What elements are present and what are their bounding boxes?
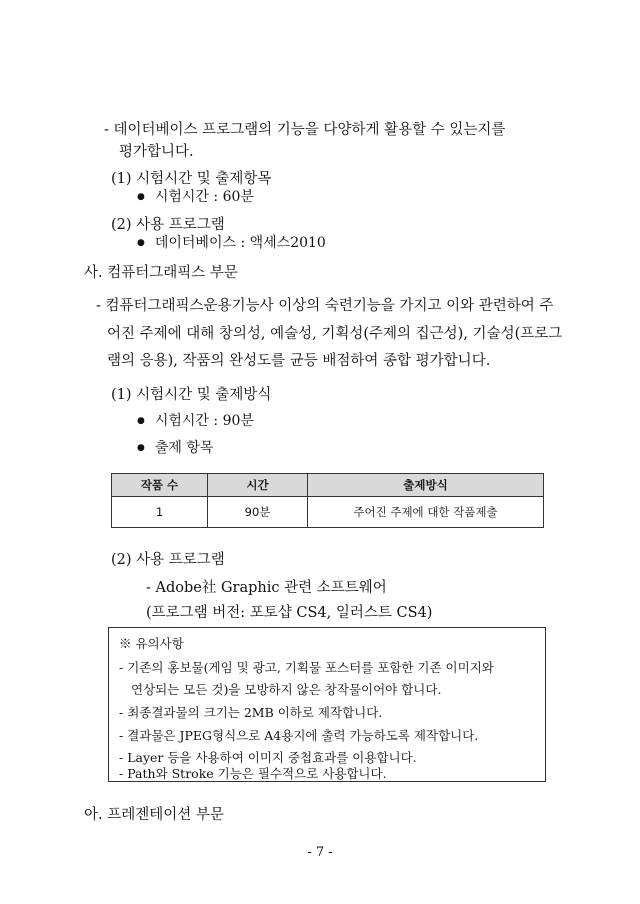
paragraph-line: - 데이터베이스 프로그램의 기능을 다양하게 활용할 수 있는지를	[104, 122, 506, 138]
bullet-item: ● 시험시간 : 60분	[137, 186, 254, 206]
section-heading: 사. 컴퓨터그래픽스 부문	[84, 265, 238, 281]
table-cell: 1	[112, 497, 208, 528]
paragraph-line: (프로그램 버전: 포토샵 CS4, 일러스트 CS4)	[146, 605, 433, 621]
notice-item: - Path와 Stroke 기능은 필수적으로 사용합니다.	[119, 766, 387, 781]
paragraph-line: 어진 주제에 대해 창의성, 예술성, 기획성(주제의 집근성), 기술성(프로그	[107, 326, 563, 342]
notice-item: - Layer 등을 사용하여 이미지 중첩효과를 이용합니다.	[119, 750, 417, 765]
notice-box	[108, 627, 546, 782]
notice-item: - 최종결과물의 크기는 2MB 이하로 제작합니다.	[119, 705, 383, 720]
table-row	[112, 497, 544, 528]
subsection-heading: (1) 시험시간 및 출제항목	[111, 171, 272, 187]
table-header-cell: 출제방식	[308, 474, 544, 497]
subsection-heading: (2) 사용 프로그램	[111, 552, 225, 568]
subsection-heading: (1) 시험시간 및 출제방식	[111, 387, 272, 403]
table-cell: 90분	[208, 497, 308, 528]
paragraph-line: 평가합니다.	[119, 144, 194, 160]
subsection-heading: (2) 사용 프로그램	[111, 217, 225, 233]
paragraph-line: - Adobe社 Graphic 관련 소프트웨어	[146, 580, 387, 596]
exam-table	[111, 473, 544, 528]
paragraph-line: 램의 응용), 작품의 완성도를 균등 배점하여 종합 평가합니다.	[107, 353, 491, 369]
table-header-cell: 시간	[208, 474, 308, 497]
notice-item: - 결과물은 JPEG형식으로 A4용지에 출력 가능하도록 제작합니다.	[119, 728, 479, 743]
notice-title: ※ 유의사항	[119, 636, 184, 651]
table-header-row	[112, 474, 544, 497]
notice-item: - 기존의 홍보물(게임 및 광고, 기획물 포스터를 포함한 기존 이미지와	[119, 660, 494, 675]
notice-item: 연상되는 모든 것)을 모방하지 않은 창작물이어야 합니다.	[131, 682, 442, 697]
bullet-item: ● 데이터베이스 : 액세스2010	[137, 232, 326, 252]
table-cell: 주어진 주제에 대한 작품제출	[308, 497, 544, 528]
section-heading: 아. 프레젠테이션 부문	[84, 807, 224, 823]
page-number: - 7 -	[307, 845, 333, 860]
table-header-cell: 작품 수	[112, 474, 208, 497]
bullet-item: ● 시험시간 : 90분	[137, 410, 254, 430]
bullet-item: ● 출제 항목	[137, 437, 213, 457]
paragraph-line: - 컴퓨터그래픽스운용기능사 이상의 숙련기능을 가지고 이와 관련하여 주	[96, 298, 554, 314]
